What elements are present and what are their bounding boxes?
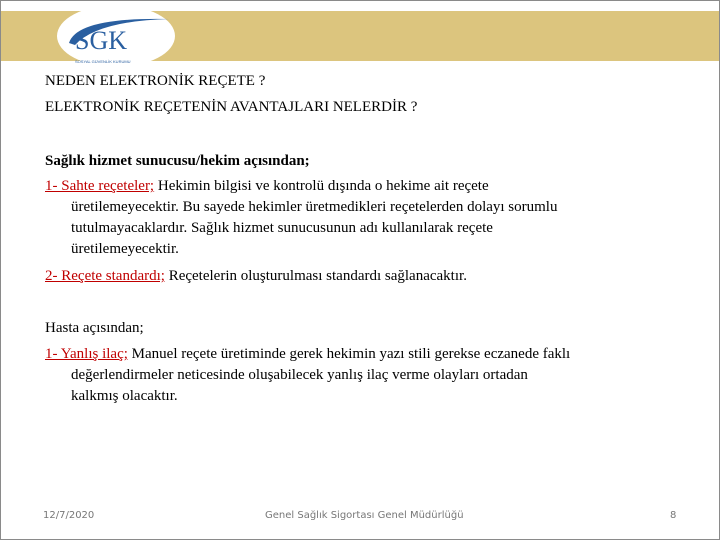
item-label: 1- Yanlış ilaç; bbox=[45, 346, 128, 362]
footer-page-number: 8 bbox=[670, 510, 677, 521]
section1-item2 bbox=[45, 266, 715, 287]
item-text-cont: üretilemeyecektir. Bu sayede hekimler üretmedikleri reçetelerden dolayı sorumlu bbox=[71, 199, 558, 215]
section1-heading: Sağlık hizmet sunucusu/hekim açısından; bbox=[45, 153, 310, 169]
footer-date: 12/7/2020 bbox=[43, 510, 95, 521]
item-text: Manuel reçete üretiminde gerek hekimin yazı stili gerekse eczanede faklı bbox=[127, 346, 571, 362]
svg-text:SGK: SGK bbox=[75, 26, 128, 55]
item-text-cont: tutulmayacaklardır. Sağlık hizmet sunucusunun adı kullanılarak reçete bbox=[71, 220, 493, 236]
item-text-cont: üretilemeyecektir. bbox=[71, 241, 179, 257]
title-line-1: NEDEN ELEKTRONİK REÇETE ? bbox=[45, 73, 266, 89]
item-text: Hekimin bilgisi ve kontrolü dışında o hekime ait reçete bbox=[154, 178, 489, 194]
item-label: 1- Sahte reçeteler; bbox=[45, 178, 155, 194]
item-label: 2- Reçete standardı; bbox=[45, 268, 165, 284]
section2-item1 bbox=[45, 344, 715, 407]
item-text-cont: değerlendirmeler neticesinde oluşabilecek yanlış ilaç verme olayları ortadan bbox=[71, 367, 528, 383]
svg-text:SOSYAL GÜVENLİK KURUMU: SOSYAL GÜVENLİK KURUMU bbox=[75, 59, 131, 64]
title-line-2: ELEKTRONİK REÇETENİN AVANTAJLARI NELERDİR ? bbox=[45, 99, 418, 115]
section1-item1 bbox=[45, 176, 715, 260]
footer-organization: Genel Sağlık Sigortası Genel Müdürlüğü bbox=[265, 510, 464, 521]
section2-heading: Hasta açısından; bbox=[45, 320, 144, 336]
sgk-logo bbox=[57, 5, 175, 67]
slide-content bbox=[45, 71, 715, 407]
item-text: Reçetelerin oluşturulması standardı sağlanacaktır. bbox=[164, 268, 467, 284]
sgk-logo-icon bbox=[57, 5, 175, 67]
item-text-cont: kalkmış olacaktır. bbox=[71, 388, 178, 404]
